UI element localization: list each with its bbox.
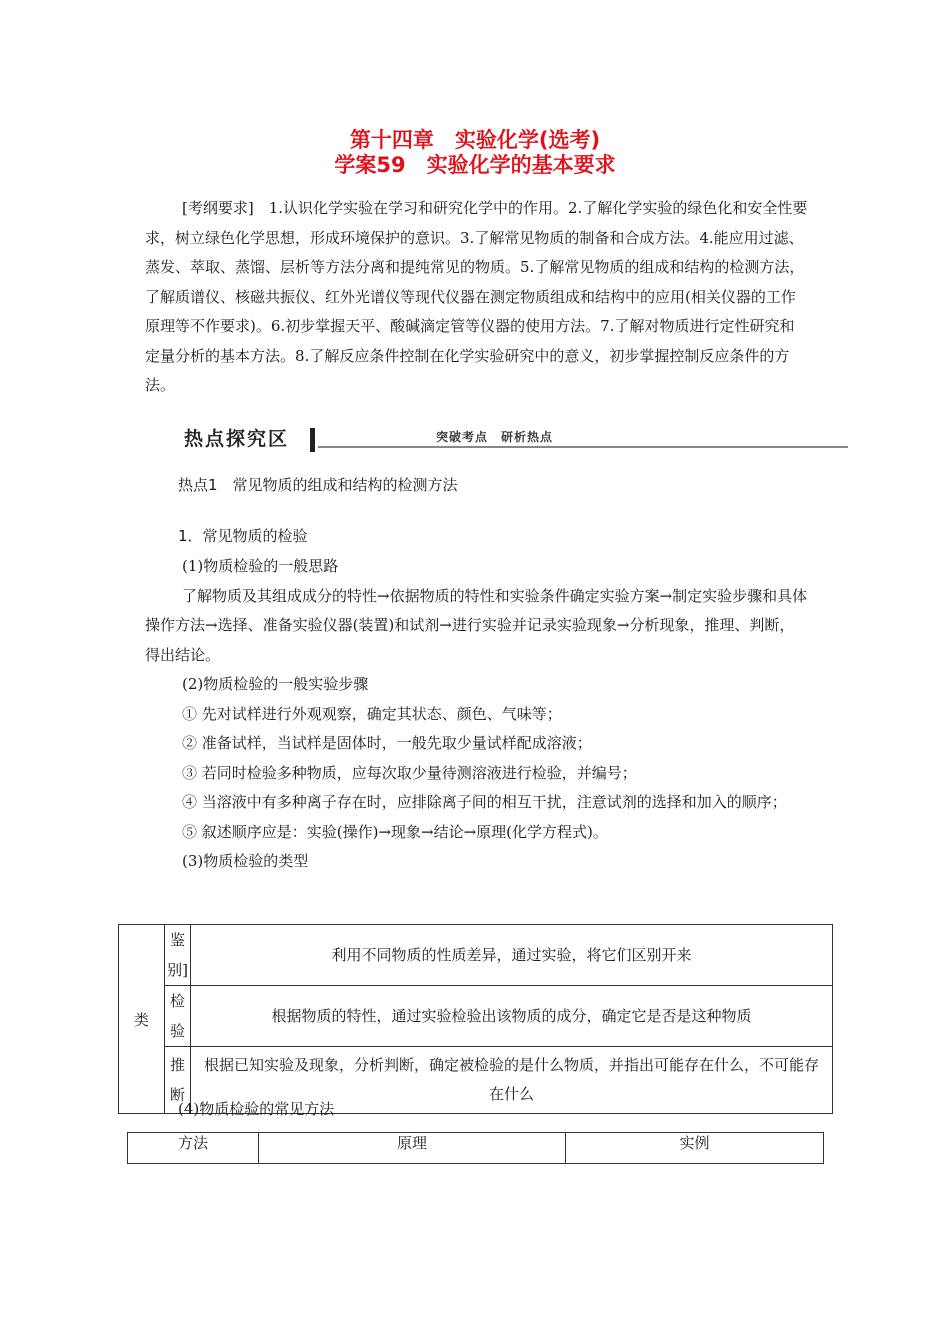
section-banner <box>178 424 848 454</box>
type-desc-cell: 根据已知实验及现象，分析判断，确定被检验的是什么物质，并指出可能存在什么，不可能存在什么 <box>191 1047 833 1114</box>
type-name-cell: 检验 <box>165 986 191 1047</box>
banner-subtitle: 突破考点 研析热点 <box>436 430 554 444</box>
header-principle: 原理 <box>259 1133 566 1164</box>
type-desc-cell: 利用不同物质的性质差异，通过实验，将它们区别开来 <box>191 925 833 986</box>
step-2: ② 准备试样，当试样是固体时，一般先取少量试样配成溶液； <box>182 734 592 752</box>
lesson-title: 学案59 实验化学的基本要求 <box>334 153 616 177</box>
table-row <box>119 925 833 986</box>
banner-divider <box>310 428 315 452</box>
banner-rule <box>318 446 848 448</box>
step-3: ③ 若同时检验多种物质，应每次取少量待测溶液进行检验，并编号； <box>182 763 637 782</box>
body-content <box>145 552 809 877</box>
section-heading: 1．常见物质的检验 <box>178 527 308 545</box>
type-name-cell: 鉴别] <box>165 925 191 986</box>
requirements-text: [考纲要求] 1.认识化学实验在学习和研究化学中的作用。2.了解化学实验的绿色化和安全性要求，树立绿色化学思想，形成环境保护的意识。3.了解常见物质的制备和合成方法。4.能应用过滤、蒸发、萃取、蒸馏、层析等方法分离和提纯常见的物质。5.了解常见物质的组成和结构的检测方法，了解质谱仪、核磁共振仪、红外光谱仪等现代仪器在测定物质组成和结构中的应用(相关仪器的工作原理等不作要求)。6.初步掌握天平、酸碱滴定管等仪器的使用方法。7.了解对物质进行定性研究和定量分析的基本方法。8.了解反应条件控制在化学实验研究中的意义，初步掌握控制反应条件的方法。 <box>145 199 808 394</box>
type-name-cell: 推断 <box>165 1047 191 1114</box>
subheading-1: (1)物质检验的一般思路 <box>182 557 339 575</box>
type-table <box>118 924 833 1114</box>
category-cell: 类 <box>119 925 165 1114</box>
table-row <box>119 986 833 1047</box>
type-desc-cell: 根据物质的特性，通过实验检验出该物质的成分，确定它是否是这种物质 <box>191 986 833 1047</box>
method-table <box>127 1132 824 1164</box>
subheading-2: (2)物质检验的一般实验步骤 <box>182 675 369 693</box>
subheading-3: (3)物质检验的类型 <box>182 852 309 870</box>
chapter-title: 第十四章 实验化学(选考) <box>349 128 601 152</box>
hotspot-heading: 热点1 常见物质的组成和结构的检测方法 <box>178 476 458 494</box>
header-example: 实例 <box>566 1133 824 1164</box>
header-method: 方法 <box>128 1133 259 1164</box>
method-caption: (4)物质检验的常见方法 <box>178 1100 335 1118</box>
step-5: ⑤ 叙述顺序应是：实验(操作)→现象→结论→原理(化学方程式)。 <box>182 822 608 841</box>
table-header-row <box>128 1133 824 1164</box>
step-4: ④ 当溶液中有多种离子存在时，应排除离子间的相互干扰，注意试剂的选择和加入的顺序； <box>182 793 787 811</box>
step-1: ① 先对试样进行外观观察，确定其状态、颜色、气味等； <box>182 704 562 723</box>
requirements-paragraph <box>145 194 809 401</box>
paragraph-1: 了解物质及其组成成分的特性→依据物质的特性和实验条件确定实验方案→制定实验步骤和具体操作方法→选择、准备实验仪器(装置)和试剂→进行实验并记录实验现象→分析现象，推理、判断，得出结论。 <box>145 586 808 664</box>
banner-label: 热点探究区 <box>184 428 290 450</box>
